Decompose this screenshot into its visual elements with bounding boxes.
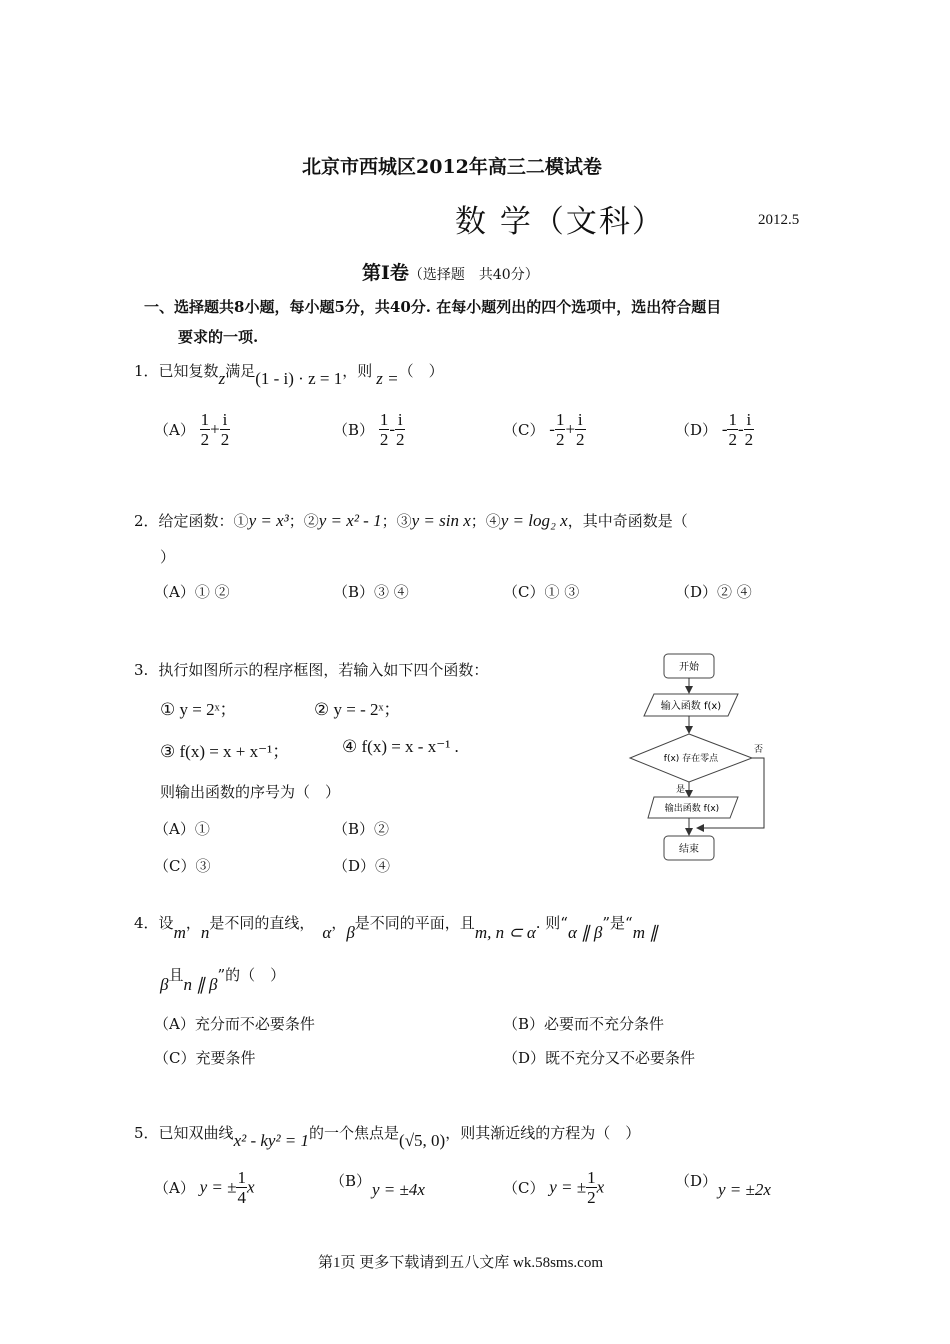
q4-text-5: ”是“ [602,914,633,932]
q1-a-frac-2-den: 2 [220,430,230,449]
question-5-stem [134,1122,641,1150]
question-1-stem [134,360,444,388]
page-footer: 第1页 更多下载请到五八文库 wk.58sms.com [318,1255,604,1271]
exam-title: 北京市西城区2012年高三二模试卷 [302,156,602,178]
q2-func-4: y = log₂ x [500,511,568,530]
q4-text-7: ”的（ ） [217,966,286,984]
q3-option-b: （B）② [333,820,390,838]
q1-c-frac-1-den: 2 [555,430,565,449]
q3-func-4: ④ f(x) = x - x⁻¹ . [342,737,459,756]
q5-text-3: ，则其渐近线的方程为（ ） [445,1124,641,1142]
q4-parallel-1: α ∥ β [567,923,603,942]
q1-b-frac-1-num: 1 [379,410,389,429]
q5-c-frac-num: 1 [587,1168,596,1187]
section-title: 第Ⅰ卷 [362,262,409,284]
q5-a-frac-num: 1 [237,1168,246,1187]
q2-text-5: ，其中奇函数是（ [567,512,688,530]
q4-option-a: （A）充分而不必要条件 [154,1015,315,1033]
flow-start-label: 开始 [679,662,699,673]
q4-beta: β [346,923,355,942]
exam-date: 2012.5 [758,212,800,228]
q3-func-3: ③ f(x) = x + x⁻¹； [160,742,290,761]
q1-text-3: ，则 [342,362,373,380]
question-4-stem [134,912,658,942]
q5-text-1: 已知双曲线 [158,1124,234,1142]
q1-d-frac-1 [727,410,738,449]
q1-d-frac-2-den: 2 [744,430,754,449]
q4-option-b: （B）必要而不充分条件 [503,1015,665,1033]
q1-option-c [503,410,586,449]
q3-number: 3. [134,661,149,679]
q1-c-frac-2 [575,410,586,449]
q1-b-frac-1 [379,410,390,449]
q4-n-parallel: n ∥ β [183,975,218,994]
q1-a-label: （A） [154,421,195,439]
q1-b-frac-1-den: 2 [379,430,389,449]
q5-c-lhs: y = ± [549,1177,587,1197]
q4-m-parallel: m ∥ [632,923,658,942]
question-2-stem [134,510,688,531]
q4-number: 4． [134,914,159,932]
q1-d-op: - [737,419,744,439]
flow-condition-label: f(x) 存在零点 [663,754,719,764]
q1-b-op: - [389,419,395,439]
q2-option-d: （D）② ④ [675,583,752,601]
q1-c-frac-2-den: 2 [576,430,585,449]
q5-option-b: y = ±4x [372,1180,425,1199]
q1-number: 1． [134,362,159,380]
q1-text-2: 满足 [225,362,256,380]
q4-option-c: （C）充要条件 [154,1049,256,1067]
q1-var-z-2: z = [376,369,399,388]
q5-text-2: 的一个焦点是 [309,1124,400,1142]
q2-func-1: y = x³ [248,511,289,530]
q1-b-label: （B） [333,421,375,439]
q2-option-c: （C）① ③ [503,583,580,601]
q5-a-lhs: y = ± [199,1177,237,1197]
flow-yes-label: 是 [676,785,686,795]
q3-option-c: （C）③ [154,857,211,875]
q1-d-frac-2-num: i [744,410,755,430]
q4-text-2: 是不同的直线， [209,914,315,932]
q4-text-1: 设 [158,914,174,932]
q4-comma-1: ， [185,914,201,932]
q5-a-frac [236,1168,247,1207]
q5-a-frac-den: 4 [237,1188,246,1207]
q4-alpha: α [322,923,332,942]
q4-condition: m, n ⊂ α [474,923,536,942]
section-heading [362,258,539,285]
q5-a-x: x [246,1177,255,1197]
q3-option-a: （A）① [154,820,210,838]
q1-c-frac-1-num: 1 [555,410,565,429]
q1-b-frac-2-num: i [395,410,406,430]
q5-option-d: y = ±2x [718,1180,771,1199]
q4-var-n: n [200,923,210,942]
q3-func-1: ① y = 2ˣ； [160,700,237,719]
flow-output-label: 输出函数 f(x) [664,804,720,814]
instruction-line-1: 一、选择题共8小题，每小题5分，共40分. 在每小题列出的四个选项中，选出符合题目 [144,298,722,316]
q4-var-m: m [173,923,186,942]
flowchart [620,648,790,868]
q1-d-sign: - [721,419,728,439]
q3-text: 执行如图所示的程序框图，若输入如下四个函数： [158,661,489,679]
q1-paren: （ ） [398,362,444,380]
q5-point: (√5, 0) [399,1131,446,1150]
q1-a-frac-1-den: 2 [200,430,210,449]
section-subtitle: （选择题 共40分） [408,267,539,283]
q1-d-frac-2 [744,410,755,449]
q2-text-4: ；④ [470,512,501,530]
q5-c-frac [586,1168,597,1207]
q5-option-b-label: （B） [330,1172,372,1190]
q2-option-a: （A）① ② [154,583,230,601]
q1-b-frac-2 [395,410,406,449]
q1-c-sign: - [549,419,555,439]
q2-func-2: y = x² - 1 [318,511,382,530]
q5-a-label: （A） [154,1179,195,1197]
q3-option-d: （D）④ [333,857,391,875]
q2-text-3: ；③ [381,512,412,530]
q4-option-d: （D）既不充分又不必要条件 [503,1049,696,1067]
q1-b-frac-2-den: 2 [395,430,405,449]
q5-c-x: x [596,1177,605,1197]
q1-c-frac-2-num: i [575,410,586,430]
q1-option-d [675,410,754,449]
q2-number: 2． [134,512,159,530]
q1-expression: (1 - i) · z = 1 [255,369,343,388]
q1-option-a [154,410,230,449]
q5-c-frac-den: 2 [587,1188,596,1207]
q4-beta-2: β [160,975,169,994]
q5-equation: x² - ky² = 1 [233,1131,310,1150]
flow-no-label: 否 [754,745,764,755]
q1-a-op: + [210,419,220,439]
q1-a-frac-2-num: i [220,410,231,430]
q1-a-frac-1 [200,410,211,449]
question-3-stem [134,659,488,680]
q1-a-frac-2 [220,410,231,449]
q1-d-label: （D） [675,421,718,439]
q1-a-frac-1-num: 1 [200,410,210,429]
q4-comma-2: ， [331,914,347,932]
q3-func-2: ② y = - 2ˣ； [314,700,401,719]
q5-option-a [154,1168,255,1207]
q4-text-6: 且 [168,966,184,984]
q2-option-b: （B）③ ④ [333,583,409,601]
q1-c-frac-1 [555,410,566,449]
q2-text-1: 给定函数：① [158,512,249,530]
subject-title: 数 学（文科） [455,204,665,240]
q5-c-label: （C） [503,1179,545,1197]
q1-d-frac-1-num: 1 [728,410,737,429]
q5-option-c [503,1168,604,1207]
q3-ask: 则输出函数的序号为（ ） [160,783,341,801]
q1-c-label: （C） [503,421,545,439]
flow-input-label: 输入函数 f(x) [660,701,722,712]
question-4-stem-2 [160,964,286,994]
q1-var-z: z [218,369,226,388]
q1-option-b [333,410,405,449]
q2-func-3: y = sin x [411,511,471,530]
q5-number: 5． [134,1124,159,1142]
q5-option-d-label: （D） [675,1172,718,1190]
flow-end-label: 结束 [679,844,699,855]
q4-text-3: 是不同的平面，且 [354,914,475,932]
instruction-line-2: 要求的一项. [178,328,259,346]
q1-text-1: 已知复数 [158,362,219,380]
q1-c-op: + [565,419,576,439]
q2-close-paren: ） [160,548,176,566]
q1-d-frac-1-den: 2 [728,430,737,449]
q4-text-4: . 则“ [535,914,568,932]
q2-text-2: ；② [288,512,319,530]
